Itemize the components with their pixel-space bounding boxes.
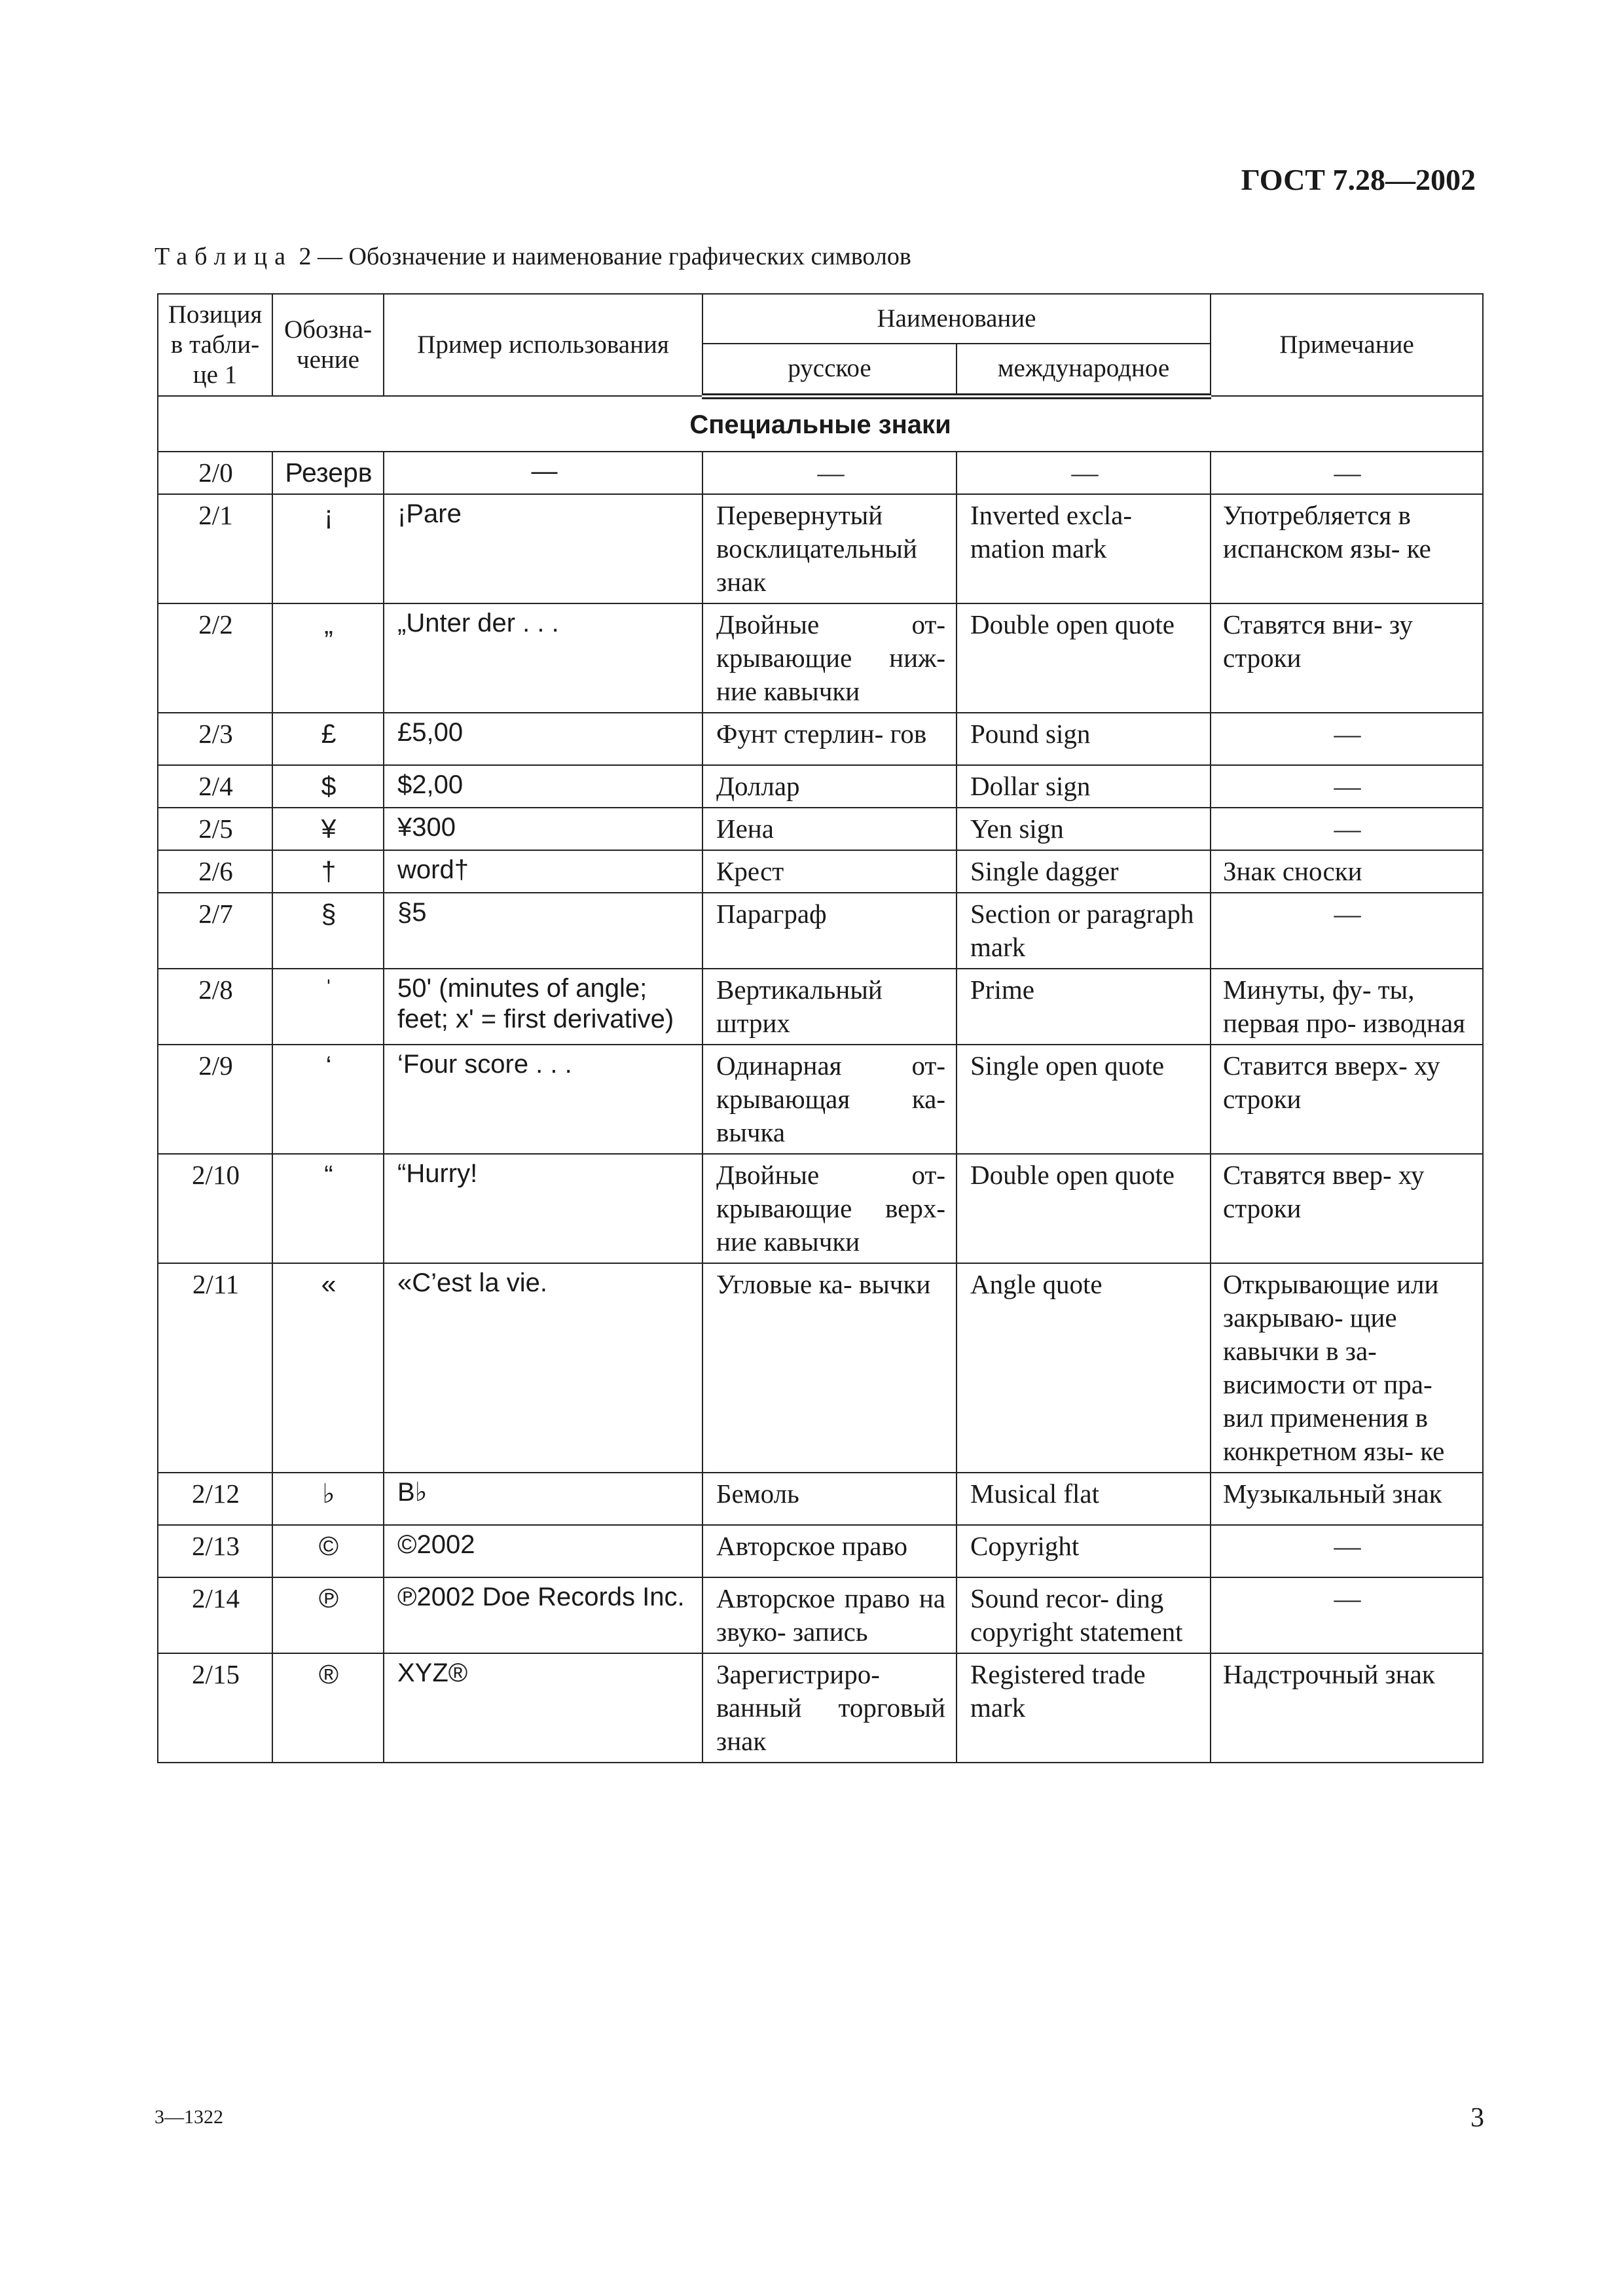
header-note: Примечание <box>1211 294 1483 396</box>
cell-note: Открывающие или закрываю- щие кавычки в за- висимости от пра- вил применения в конкретном язы- ке <box>1211 1263 1483 1473</box>
cell-symbol: © <box>272 1525 384 1577</box>
cell-note: Музыкальный знак <box>1211 1473 1483 1525</box>
cell-note: Употребляется в испанском язы- ке <box>1211 494 1483 603</box>
cell-note: Ставится вверх- ху строки <box>1211 1045 1483 1154</box>
cell-note: — <box>1211 808 1483 850</box>
cell-name-ru: Вертикальный штрих <box>702 969 957 1045</box>
cell-name-ru: Фунт стерлин- гов <box>702 713 957 765</box>
table-row <box>158 1045 1483 1154</box>
footer-code: 3—1322 <box>155 2106 223 2128</box>
cell-example: “Hurry! <box>384 1154 702 1263</box>
table-row <box>158 1577 1483 1653</box>
document-header: ГОСТ 7.28—2002 <box>1241 163 1476 196</box>
cell-name-intl: Angle quote <box>957 1263 1211 1473</box>
cell-example: „Unter der . . . <box>384 603 702 713</box>
header-symbol: Обозна- чение <box>272 294 384 396</box>
cell-symbol: £ <box>272 713 384 765</box>
cell-position: 2/13 <box>158 1525 272 1577</box>
cell-example: ℗2002 Doe Records Inc. <box>384 1577 702 1653</box>
cell-position: 2/12 <box>158 1473 272 1525</box>
table-row <box>158 1473 1483 1525</box>
cell-example: ‘Four score . . . <box>384 1045 702 1154</box>
cell-position: 2/5 <box>158 808 272 850</box>
page-number: 3 <box>1470 2103 1484 2133</box>
cell-example: ¡Pare <box>384 494 702 603</box>
cell-position: 2/11 <box>158 1263 272 1473</box>
cell-name-intl: Double open quote <box>957 1154 1211 1263</box>
header-name-intl: международное <box>957 344 1211 396</box>
cell-example: ¥300 <box>384 808 702 850</box>
cell-note: Ставятся ввер- ху строки <box>1211 1154 1483 1263</box>
cell-note: Минуты, фу- ты, первая про- изводная <box>1211 969 1483 1045</box>
cell-name-ru: Зарегистриро- ванный торговый знак <box>702 1653 957 1763</box>
cell-name-intl: Sound recor- ding copyright statement <box>957 1577 1211 1653</box>
header-name: Наименование <box>702 294 1211 344</box>
cell-example: $2,00 <box>384 765 702 808</box>
cell-example: «C’est la vie. <box>384 1263 702 1473</box>
cell-example: £5,00 <box>384 713 702 765</box>
cell-symbol: † <box>272 850 384 893</box>
cell-example: word† <box>384 850 702 893</box>
cell-name-ru: Иена <box>702 808 957 850</box>
cell-name-ru: Двойные от- крывающие ниж- ние кавычки <box>702 603 957 713</box>
table-row <box>158 969 1483 1045</box>
cell-note: — <box>1211 452 1483 494</box>
cell-position: 2/7 <box>158 893 272 969</box>
table-row <box>158 765 1483 808</box>
cell-position: 2/0 <box>158 452 272 494</box>
cell-name-intl: Pound sign <box>957 713 1211 765</box>
cell-name-intl: Single open quote <box>957 1045 1211 1154</box>
cell-symbol: § <box>272 893 384 969</box>
cell-name-intl: Yen sign <box>957 808 1211 850</box>
cell-name-ru: Крест <box>702 850 957 893</box>
cell-position: 2/10 <box>158 1154 272 1263</box>
cell-symbol: $ <box>272 765 384 808</box>
header-name-ru: русское <box>702 344 957 396</box>
table-row <box>158 1263 1483 1473</box>
cell-position: 2/4 <box>158 765 272 808</box>
cell-symbol: ¥ <box>272 808 384 850</box>
cell-name-ru: Бемоль <box>702 1473 957 1525</box>
table-row <box>158 713 1483 765</box>
cell-symbol: ¡ <box>272 494 384 603</box>
cell-name-intl: Prime <box>957 969 1211 1045</box>
table-caption <box>155 242 911 271</box>
table-row <box>158 1525 1483 1577</box>
cell-position: 2/8 <box>158 969 272 1045</box>
cell-name-intl: Musical flat <box>957 1473 1211 1525</box>
cell-note: — <box>1211 1577 1483 1653</box>
cell-note: — <box>1211 893 1483 969</box>
cell-name-ru: Двойные от- крывающие верх- ние кавычки <box>702 1154 957 1263</box>
cell-name-intl: Double open quote <box>957 603 1211 713</box>
cell-name-intl: Single dagger <box>957 850 1211 893</box>
table-row <box>158 893 1483 969</box>
cell-note: — <box>1211 765 1483 808</box>
cell-example: 50' (minutes of angle; feet; x' = first derivative) <box>384 969 702 1045</box>
header-example: Пример использования <box>384 294 702 396</box>
cell-name-ru: Авторское право <box>702 1525 957 1577</box>
table-row <box>158 1653 1483 1763</box>
symbols-table <box>157 293 1484 1763</box>
cell-symbol: „ <box>272 603 384 713</box>
cell-name-intl: — <box>957 452 1211 494</box>
cell-note: Знак сноски <box>1211 850 1483 893</box>
header-position: Позиция в табли- це 1 <box>158 294 272 396</box>
cell-position: 2/6 <box>158 850 272 893</box>
cell-symbol: “ <box>272 1154 384 1263</box>
cell-name-intl: Dollar sign <box>957 765 1211 808</box>
cell-name-intl: Copyright <box>957 1525 1211 1577</box>
cell-symbol: « <box>272 1263 384 1473</box>
cell-position: 2/3 <box>158 713 272 765</box>
cell-symbol: ♭ <box>272 1473 384 1525</box>
cell-position: 2/9 <box>158 1045 272 1154</box>
cell-name-intl: Section or paragraph mark <box>957 893 1211 969</box>
cell-position: 2/1 <box>158 494 272 603</box>
cell-example: ©2002 <box>384 1525 702 1577</box>
cell-position: 2/2 <box>158 603 272 713</box>
cell-symbol: ‘ <box>272 1045 384 1154</box>
table-row <box>158 1154 1483 1263</box>
section-title: Специальные знаки <box>158 396 1483 452</box>
table-row <box>158 808 1483 850</box>
cell-example: XYZ® <box>384 1653 702 1763</box>
cell-name-intl: Inverted excla- mation mark <box>957 494 1211 603</box>
cell-name-ru: Одинарная от- крывающая ка- вычка <box>702 1045 957 1154</box>
cell-note: — <box>1211 713 1483 765</box>
caption-text: 2 — Обозначение и наименование графических символов <box>293 243 911 270</box>
cell-symbol: ˈ <box>272 969 384 1045</box>
cell-name-ru: Доллар <box>702 765 957 808</box>
caption-label: Таблица <box>155 243 293 270</box>
cell-name-ru: Перевернутый восклицательный знак <box>702 494 957 603</box>
cell-name-ru: Авторское право на звуко- запись <box>702 1577 957 1653</box>
cell-symbol: ® <box>272 1653 384 1763</box>
table-row <box>158 850 1483 893</box>
cell-example: §5 <box>384 893 702 969</box>
cell-name-ru: Параграф <box>702 893 957 969</box>
table-row <box>158 452 1483 494</box>
cell-note: — <box>1211 1525 1483 1577</box>
cell-note: Ставятся вни- зу строки <box>1211 603 1483 713</box>
cell-example: — <box>384 452 702 494</box>
cell-example: B♭ <box>384 1473 702 1525</box>
cell-symbol: ℗ <box>272 1577 384 1653</box>
cell-symbol: Резерв <box>272 452 384 494</box>
table-row <box>158 603 1483 713</box>
cell-position: 2/14 <box>158 1577 272 1653</box>
cell-note: Надстрочный знак <box>1211 1653 1483 1763</box>
cell-name-intl: Registered trade mark <box>957 1653 1211 1763</box>
table-row <box>158 494 1483 603</box>
cell-name-ru: — <box>702 452 957 494</box>
cell-position: 2/15 <box>158 1653 272 1763</box>
cell-name-ru: Угловые ка- вычки <box>702 1263 957 1473</box>
